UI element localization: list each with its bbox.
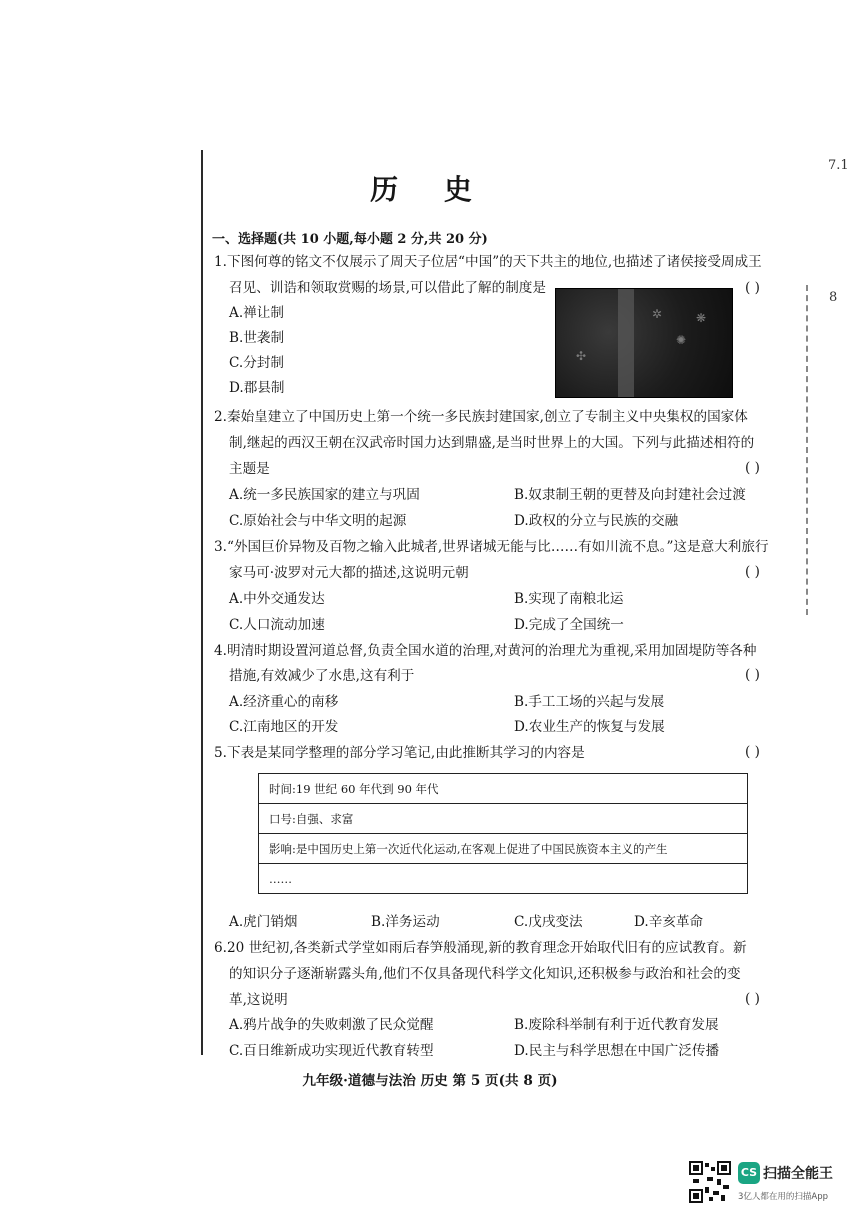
notes-cell-time: 时间:19 世纪 60 年代到 90 年代	[259, 774, 748, 804]
table-row	[259, 864, 748, 894]
watermark-app-name: 扫描全能王	[763, 1166, 833, 1182]
page-title: 历 史	[370, 173, 490, 206]
q1-option-c: C.分封制	[229, 355, 285, 371]
q2-option-b: B.奴隶制王朝的更替及向封建社会过渡	[514, 487, 746, 503]
table-row	[259, 804, 748, 834]
q3-option-a: A.中外交通发达	[229, 591, 325, 607]
q6-stem-line1: 6.20 世纪初,各类新式学堂如雨后春笋般涌现,新的教育理念开始取代旧有的应试教育。新	[214, 940, 747, 956]
q2-option-c: C.原始社会与中华文明的起源	[229, 513, 407, 529]
margin-mark-1: 7.1	[828, 158, 849, 173]
q2-stem-line2: 制,继起的西汉王朝在汉武帝时国力达到鼎盛,是当时世界上的大国。下列与此描述相符的	[229, 435, 755, 451]
notes-cell-slogan: 口号:自强、求富	[259, 804, 748, 834]
q5-stem-line1: 5.下表是某同学整理的部分学习笔记,由此推断其学习的内容是	[214, 745, 585, 761]
q4-option-b: B.手工工场的兴起与发展	[514, 694, 665, 710]
q3-stem-line2: 家马可·波罗对元大都的描述,这说明元朝	[229, 565, 469, 581]
q1-option-d: D.郡县制	[229, 380, 285, 396]
q4-answer-paren: ( )	[745, 667, 760, 683]
q6-option-c: C.百日维新成功实现近代教育转型	[229, 1043, 434, 1059]
q3-stem-line1: 3.“外国巨价异物及百物之输入此城者,世界诸城无能与比……有如川流不息。”这是意大利旅行	[214, 539, 769, 555]
q2-option-d: D.政权的分立与民族的交融	[514, 513, 679, 529]
q5-option-c: C.戊戌变法	[514, 914, 583, 930]
q3-option-b: B.实现了南粮北运	[514, 591, 624, 607]
q1-stem-line1: 1.下图何尊的铭文不仅展示了周天子位居“中国”的天下共主的地位,也描述了诸侯接受周成王	[214, 254, 762, 270]
q4-option-a: A.经济重心的南移	[229, 694, 339, 710]
q5-answer-paren: ( )	[745, 744, 760, 760]
camscanner-logo-icon: CS	[738, 1162, 760, 1184]
q6-stem-line3: 革,这说明	[229, 992, 288, 1008]
q3-answer-paren: ( )	[745, 564, 760, 580]
q1-option-a: A.禅让制	[229, 305, 284, 321]
table-row	[259, 834, 748, 864]
q6-answer-paren: ( )	[745, 991, 760, 1007]
q5-option-a: A.虎门销烟	[229, 914, 298, 930]
q6-stem-line2: 的知识分子逐渐崭露头角,他们不仅具备现代科学文化知识,还积极参与政治和社会的变	[229, 966, 741, 982]
qr-code-icon	[689, 1161, 731, 1203]
q6-option-d: D.民主与科学思想在中国广泛传播	[514, 1043, 720, 1059]
q6-option-b: B.废除科举制有利于近代教育发展	[514, 1017, 719, 1033]
q2-stem-line1: 2.秦始皇建立了中国历史上第一个统一多民族封建国家,创立了专制主义中央集权的国家体	[214, 409, 748, 425]
page-footer: 九年级·道德与法治 历史 第 5 页(共 8 页)	[302, 1073, 558, 1089]
q4-stem-line2: 措施,有效减少了水患,这有利于	[229, 668, 415, 684]
q4-option-d: D.农业生产的恢复与发展	[514, 719, 665, 735]
q6-option-a: A.鸦片战争的失败刺激了民众觉醒	[229, 1017, 434, 1033]
q5-option-d: D.辛亥革命	[634, 914, 704, 930]
he-zun-inscription-photo: ✲ ✺ ❋ ✣	[555, 288, 733, 398]
notes-cell-ellipsis: ……	[259, 864, 748, 894]
left-margin-rule	[201, 150, 203, 1055]
q3-option-c: C.人口流动加速	[229, 617, 325, 633]
q4-stem-line1: 4.明清时期设置河道总督,负责全国水道的治理,对黄河的治理尤为重视,采用加固堤防等各种	[214, 643, 757, 659]
section-header: 一、选择题(共 10 小题,每小题 2 分,共 20 分)	[212, 232, 488, 247]
study-notes-table	[258, 773, 748, 894]
notes-cell-impact: 影响:是中国历史上第一次近代化运动,在客观上促进了中国民族资本主义的产生	[259, 834, 748, 864]
table-row	[259, 774, 748, 804]
q4-option-c: C.江南地区的开发	[229, 719, 339, 735]
q2-answer-paren: ( )	[745, 460, 760, 476]
q2-stem-line3: 主题是	[229, 461, 270, 477]
binding-dashed-line	[806, 285, 808, 615]
watermark-tagline: 3亿人都在用的扫描App	[738, 1192, 829, 1202]
q3-option-d: D.完成了全国统一	[514, 617, 624, 633]
q5-option-b: B.洋务运动	[371, 914, 440, 930]
q1-stem-line2: 召见、训诰和领取赏赐的场景,可以借此了解的制度是	[229, 280, 546, 296]
q1-option-b: B.世袭制	[229, 330, 285, 346]
q2-option-a: A.统一多民族国家的建立与巩固	[229, 487, 420, 503]
q1-answer-paren: ( )	[745, 280, 760, 296]
margin-mark-2: 8	[829, 290, 838, 305]
